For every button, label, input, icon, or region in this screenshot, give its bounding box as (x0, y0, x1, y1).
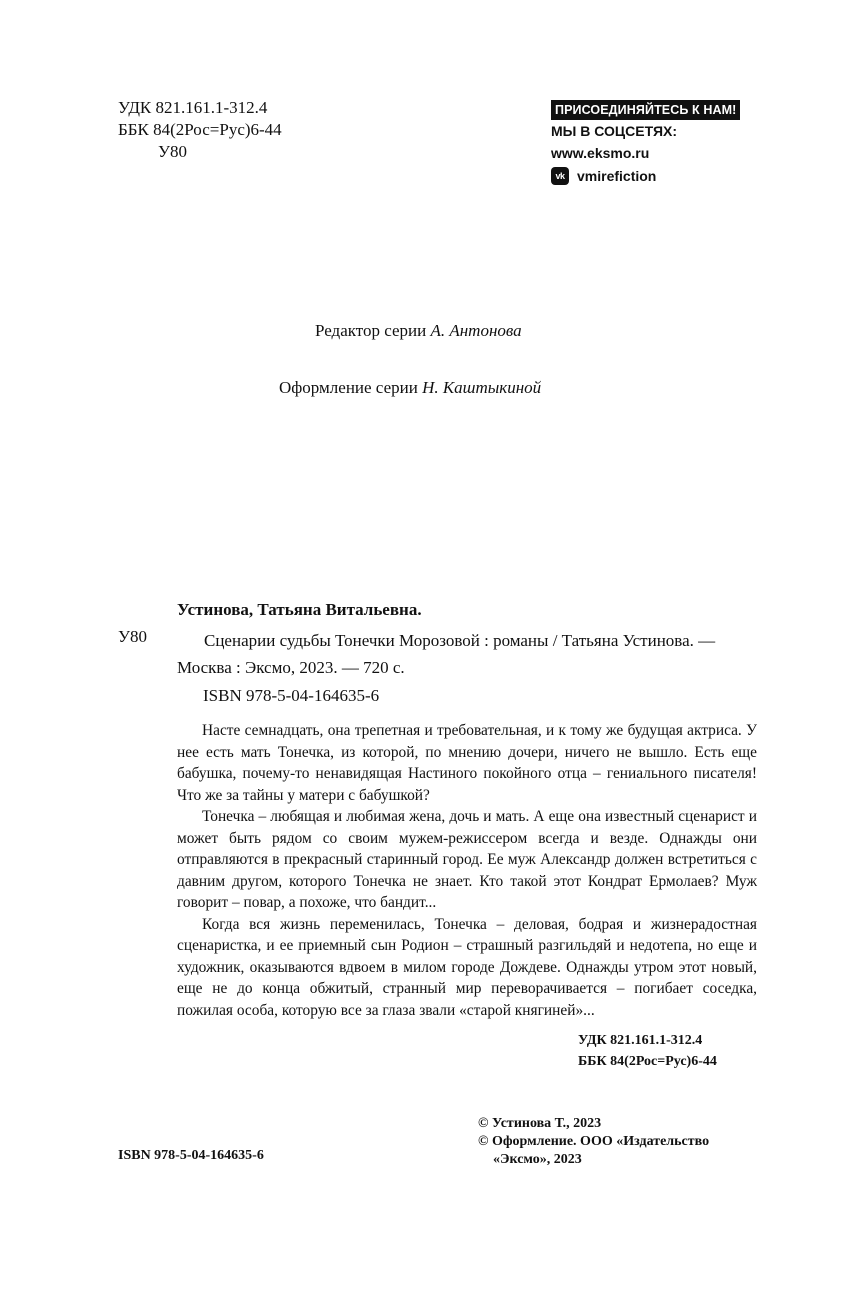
series-editor-credit (315, 321, 522, 341)
series-design-credit (279, 378, 541, 398)
editor-name: А. Антонова (430, 321, 522, 340)
author-heading: Устинова, Татьяна Витальевна. (177, 600, 422, 619)
editor-label: Редактор серии (315, 321, 427, 340)
bbk-code-bottom: ББК 84(2Рос=Рус)6-44 (578, 1054, 717, 1069)
join-banner: ПРИСОЕДИНЯЙТЕСЬ К НАМ! (551, 100, 740, 120)
udk-code-bottom: УДК 821.161.1-312.4 (578, 1033, 703, 1048)
website-link[interactable]: www.eksmo.ru (551, 145, 650, 161)
social-block (551, 100, 761, 187)
annotation-paragraph: Насте семнадцать, она трепетная и требовательная, и к тому же будущая актриса. У нее есть мать Тонечка, из которой, по мнению дочери, ничего не вышло. Есть еще бабушка, почему-то ненавидящая Настиного покойного отца – гениального писателя! Что же за тайны у матери с бабушкой? (177, 722, 757, 804)
social-subtitle: МЫ В СОЦСЕТЯХ: (551, 123, 678, 139)
cutter-code: У80 (158, 142, 188, 161)
copyright-design: © Оформление. ООО «Издательство (478, 1134, 710, 1149)
top-classification (118, 97, 282, 163)
record-isbn: ISBN 978-5-04-164635-6 (203, 686, 380, 705)
record-cutter: У80 (118, 627, 148, 646)
vk-handle[interactable]: vmirefiction (577, 168, 657, 184)
annotation-paragraph: Когда вся жизнь переменилась, Тонечка – деловая, бодрая и жизнерадостная сценаристка, и ее приемный сын Родион – страшный разгильдяй и недотепа, но еще и художник, оказываются вдвоем в милом городе Дождеве. Однажды утром этот новый, еще не до конца обжитый, странный мир переворачивается – погибает соседка, пожилая особа, которую все за глаза звали «старой княгиней»... (177, 915, 757, 1019)
udk-code: УДК 821.161.1-312.4 (118, 98, 268, 117)
bottom-classification (578, 1030, 717, 1072)
copyright-block (478, 1115, 709, 1169)
bibliographic-description: Сценарии судьбы Тонечки Морозовой : романы / Татьяна Устинова. — Москва : Эксмо, 2023. — 720 с. (177, 631, 716, 677)
annotation-paragraph: Тонечка – любящая и любимая жена, дочь и мать. А еще она известный сценарист и может быть рядом со своим мужем-режиссером всегда и везде. Однажды они отправляются в прекрасный старинный город. Ее муж Александр должен встретиться с давним другом, которого Тонечка не знает. Кто такой этот Кондрат Ермолаев? Муж говорит – повар, а похоже, что бандит... (177, 808, 757, 911)
vk-row[interactable] (551, 165, 761, 187)
annotation (177, 720, 757, 1021)
copyright-design-cont: «Эксмо», 2023 (493, 1152, 582, 1167)
design-name: Н. Каштыкиной (422, 378, 542, 397)
design-label: Оформление серии (279, 378, 418, 397)
bbk-code: ББК 84(2Рос=Рус)6-44 (118, 120, 282, 139)
vk-icon: vk (551, 167, 569, 185)
isbn-bottom: ISBN 978-5-04-164635-6 (118, 1148, 264, 1163)
copyright-author: © Устинова Т., 2023 (478, 1116, 602, 1131)
